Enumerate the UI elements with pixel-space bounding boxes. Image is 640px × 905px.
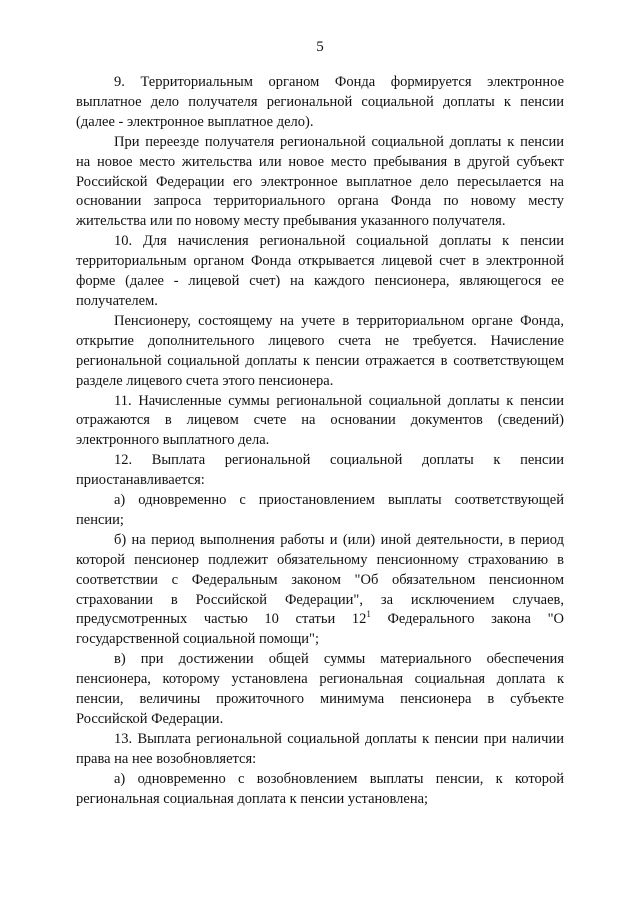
paragraph-12-b (76, 531, 564, 650)
paragraph-12-b-text-after: Федерального закона "О государственной социальной помощи"; (76, 611, 564, 648)
paragraph-12-a: а) одновременно с приостановлением выплаты соответствующей пенсии; (76, 492, 564, 528)
paragraph-11: 11. Начисленные суммы региональной социальной доплаты к пенсии отражаются в лицевом счете на основании документов (сведений) электронного выплатного дела. (76, 392, 564, 449)
paragraph-12-b-text-before: б) на период выполнения работы и (или) иной деятельности, в период которой пенсионер подлежит обязательному пенсионному страхованию в соответствии с Федеральным законом "Об обязательном пенсионном страховании в Российской Федерации", за исключением случаев, предусмотренных частью 10 статьи 12 (76, 531, 564, 628)
page-number: 5 (316, 39, 324, 55)
paragraph-13: 13. Выплата региональной социальной доплаты к пенсии при наличии права на нее возобновляется: (76, 730, 564, 767)
paragraph-12: 12. Выплата региональной социальной доплаты к пенсии приостанавливается: (76, 452, 564, 489)
article-superscript: 1 (366, 609, 371, 620)
paragraph-10-existing-account: Пенсионеру, состоящему на учете в территориальном органе Фонда, открытие дополнительного лицевого счета не требуется. Начисление региональной социальной доплаты к пенсии отражается в соответствующем разделе лицевого счета этого пенсионера. (76, 312, 564, 389)
paragraph-12-v: в) при достижении общей суммы материального обеспечения пенсионера, которому установлена региональная социальная доплата к пенсии, величины прожиточного минимума пенсионера в субъекте Российской Федерации. (76, 651, 564, 727)
paragraph-9-relocation: При переезде получателя региональной социальной доплаты к пенсии на новое место жительства или новое место пребывания в другой субъект Российской Федерации его электронное выплатное дело пересылается на основании запроса территориального органа Фонда по новому месту жительства или по новому месту пребывания указанного получателя. (76, 133, 564, 230)
paragraph-10: 10. Для начисления региональной социальной доплаты к пенсии территориальным органом Фонда открывается лицевой счет в электронной форме (далее - лицевой счет) на каждого пенсионера, являющегося ее получателем. (76, 233, 564, 309)
paragraph-9: 9. Территориальным органом Фонда формируется электронное выплатное дело получателя региональной социальной доплаты к пенсии (далее - электронное выплатное дело). (76, 74, 564, 130)
document-body (76, 73, 564, 810)
paragraph-13-a: а) одновременно с возобновлением выплаты пенсии, к которой региональная социальная доплата к пенсии установлена; (76, 770, 564, 807)
